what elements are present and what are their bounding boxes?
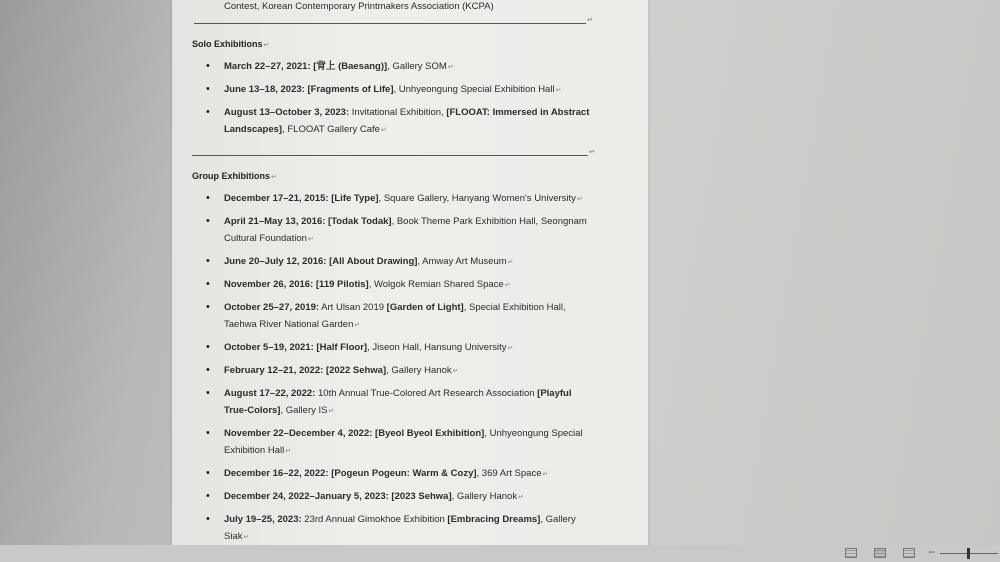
exhibition-date: November 22–December 4, 2022: — [224, 428, 373, 439]
exhibition-context: Invitational Exhibition, — [349, 107, 447, 118]
exhibition-title: [Embracing Dreams] — [447, 514, 541, 525]
exhibition-venue: , Gallery IS — [280, 405, 328, 416]
exhibition-title: [背上 (Baesang)] — [313, 61, 388, 72]
exhibition-date: March 22–27, 2021: — [224, 61, 311, 72]
exhibition-title: [FLOOAT: Immersed in Abstract Landscapes] — [224, 107, 590, 135]
zoom-out-button[interactable]: − — [928, 545, 936, 559]
exhibition-venue: , Unhyeongung Special Exhibition Hall — [393, 84, 555, 95]
exhibition-title: [2022 Sehwa] — [325, 365, 387, 376]
exhibition-title: [Todak Todak] — [328, 216, 392, 227]
horizontal-rule-2 — [192, 155, 588, 156]
exhibition-title: [119 Pilotis] — [315, 279, 369, 290]
exhibition-item: • June 20–July 12, 2016: [All About Drawing], Amway Art Museum↵ — [192, 253, 596, 271]
exhibition-context: 23rd Annual Gimokhoe Exhibition — [301, 514, 448, 525]
exhibition-date: June 20–July 12, 2016: — [224, 256, 327, 267]
exhibition-date: August 13–October 3, 2023: — [224, 107, 350, 118]
exhibition-date: June 13–18, 2023: — [224, 84, 305, 95]
exhibition-date: April 21–May 13, 2016: — [224, 216, 326, 227]
exhibition-item: • December 24, 2022–January 5, 2023: [2023 Sehwa], Gallery Hanok↵ — [192, 488, 596, 506]
exhibition-title: [All About Drawing] — [329, 256, 418, 267]
exhibition-item: • November 26, 2016: [119 Pilotis], Wolgok Remian Shared Space↵ — [192, 276, 596, 294]
exhibition-item: • March 22–27, 2021: [背上 (Baesang)], Gallery SOM↵ — [192, 58, 596, 76]
read-mode-icon[interactable] — [845, 548, 857, 558]
exhibition-title: [2023 Sehwa] — [391, 491, 452, 502]
exhibition-item: • April 21–May 13, 2016: [Todak Todak], Book Theme Park Exhibition Hall, Seongnam Cultural Foundation↵ — [192, 213, 596, 248]
exhibition-title: [Fragments of Life] — [307, 84, 394, 95]
exhibition-context: 10th Annual True-Colored Art Research Association — [315, 388, 538, 399]
exhibition-venue: , Unhyeongung Special Exhibition Hall — [224, 428, 583, 456]
exhibition-item: • July 19–25, 2023: 23rd Annual Gimokhoe Exhibition [Embracing Dreams], Gallery Siak↵ — [192, 511, 596, 546]
exhibition-date: December 24, 2022–January 5, 2023: — [224, 491, 389, 502]
exhibition-item: • August 13–October 3, 2023: Invitational Exhibition, [FLOOAT: Immersed in Abstract Landscapes], FLOOAT Gallery Cafe↵ — [192, 104, 596, 139]
exhibition-date: December 17–21, 2015: — [224, 193, 329, 204]
web-layout-icon[interactable] — [903, 548, 915, 558]
exhibition-title: [Pogeun Pogeun: Warm & Cozy] — [331, 468, 477, 479]
exhibition-venue: , Special Exhibition Hall, Taehwa River National Garden — [224, 302, 566, 330]
exhibition-item: • August 17–22, 2022: 10th Annual True-Colored Art Research Association [Playful True-Colors], Gallery IS↵ — [192, 385, 596, 420]
exhibition-venue: , 369 Art Space — [476, 468, 542, 479]
exhibition-date: October 5–19, 2021: — [224, 342, 314, 353]
exhibition-item: • October 5–19, 2021: [Half Floor], Jiseon Hall, Hansung University↵ — [192, 339, 596, 357]
group-exhibitions-list — [192, 190, 596, 548]
exhibition-item: • December 16–22, 2022: [Pogeun Pogeun: Warm & Cozy], 369 Art Space↵ — [192, 465, 596, 483]
print-layout-icon[interactable] — [874, 548, 886, 558]
exhibition-venue: , Gallery Siak — [224, 514, 576, 542]
exhibition-context: Art Ulsan 2019 — [319, 302, 387, 313]
exhibition-date: August 17–22, 2022: — [224, 388, 316, 399]
exhibition-venue: , Amway Art Museum — [417, 256, 507, 267]
exhibition-item: • June 13–18, 2023: [Fragments of Life], Unhyeongung Special Exhibition Hall↵ — [192, 81, 596, 99]
exhibition-item: • October 25–27, 2019: Art Ulsan 2019 [Garden of Light], Special Exhibition Hall, Taehwa River National Garden↵ — [192, 299, 596, 334]
exhibition-venue: , Wolgok Remian Shared Space — [368, 279, 504, 290]
exhibition-venue: , Jiseon Hall, Hansung University — [367, 342, 507, 353]
exhibition-date: October 25–27, 2019: — [224, 302, 320, 313]
document-page[interactable] — [172, 0, 648, 548]
group-exhibitions-heading: Group Exhibitions↵ — [192, 171, 277, 181]
exhibition-venue: , Book Theme Park Exhibition Hall, Seongnam Cultural Foundation — [224, 216, 587, 244]
top-line-text: Contest, Korean Contemporary Printmakers Association (KCPA) — [224, 1, 494, 12]
solo-exhibitions-heading: Solo Exhibitions↵ — [192, 39, 270, 49]
exhibition-venue: , Gallery SOM — [387, 61, 447, 72]
solo-exhibitions-list — [192, 58, 596, 144]
exhibition-title: [Playful True-Colors] — [224, 388, 572, 416]
exhibition-date: July 19–25, 2023: — [224, 514, 302, 525]
exhibition-title: [Half Floor] — [316, 342, 368, 353]
horizontal-rule-1 — [194, 23, 586, 24]
exhibition-item: • December 17–21, 2015: [Life Type], Square Gallery, Hanyang Women's University↵ — [192, 190, 596, 208]
exhibition-date: February 12–21, 2022: — [224, 365, 324, 376]
exhibition-item: • February 12–21, 2022: [2022 Sehwa], Gallery Hanok↵ — [192, 362, 596, 380]
status-bar — [0, 545, 1000, 562]
exhibition-venue: , Square Gallery, Hanyang Women's University — [378, 193, 576, 204]
exhibition-item: • November 22–December 4, 2022: [Byeol Byeol Exhibition], Unhyeongung Special Exhibition Hall↵ — [192, 425, 596, 460]
exhibition-title: [Byeol Byeol Exhibition] — [375, 428, 485, 439]
exhibition-date: December 16–22, 2022: — [224, 468, 329, 479]
exhibition-venue: , FLOOAT Gallery Cafe — [282, 124, 380, 135]
zoom-slider-thumb[interactable] — [967, 548, 970, 559]
exhibition-date: November 26, 2016: — [224, 279, 314, 290]
exhibition-venue: , Gallery Hanok — [386, 365, 452, 376]
exhibition-title: [Life Type] — [331, 193, 379, 204]
exhibition-title: [Garden of Light] — [386, 302, 464, 313]
exhibition-venue: , Gallery Hanok — [451, 491, 518, 502]
